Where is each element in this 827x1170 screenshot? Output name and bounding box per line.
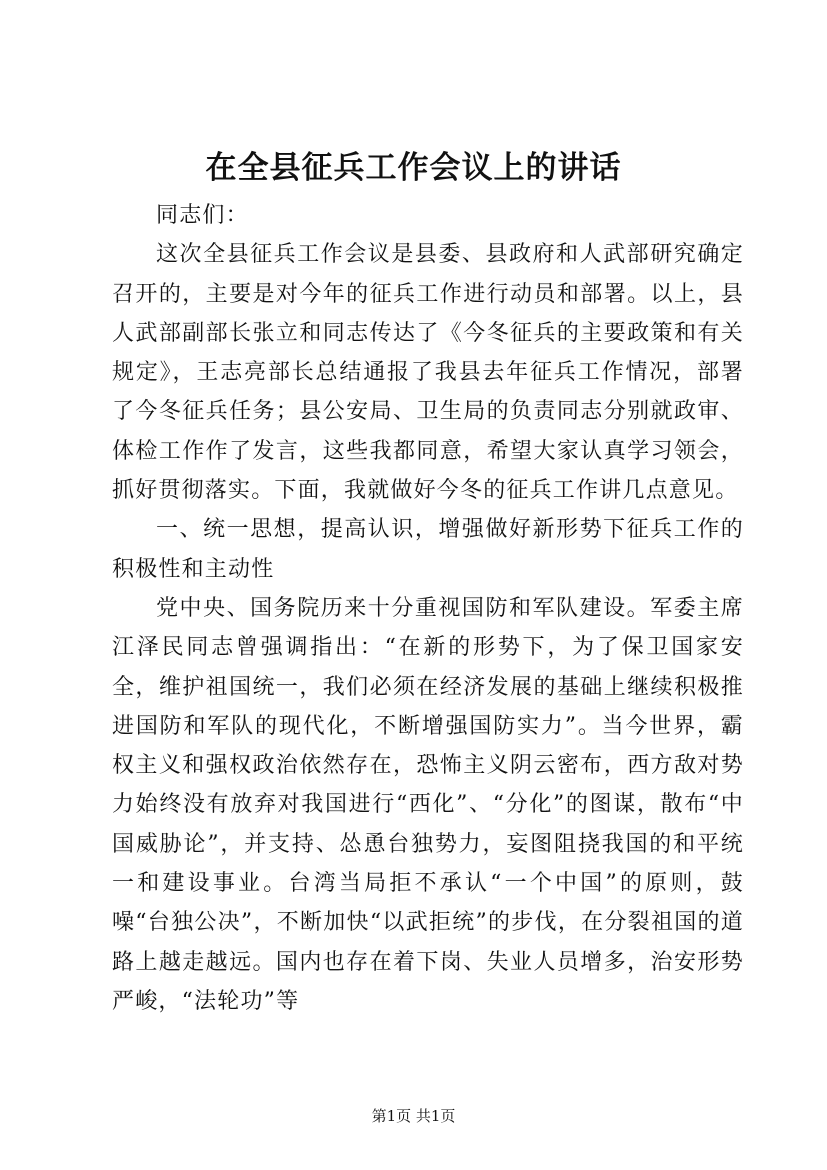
document-title: 在全县征兵工作会议上的讲话	[205, 150, 622, 186]
paragraph-body-1: 党中央、国务院历来十分重视国防和军队建设。军委主席江泽民同志曾强调指出：“在新的形势下，为了保卫国家安全，维护祖国统一，我们必须在经济发展的基础上继续积极推进国防和军队的现代化，不断增强国防实力”。当今世界，霸权主义和强权政治依然存在，恐怖主义阴云密布，西方敌对势力始终没有放弃对我国进行“西化”、“分化”的图谋，散布“中国威胁论”，并支持、怂恿台独势力，妄图阻挠我国的和平统一和建设事业。台湾当局拒不承认“一个中国”的原则，鼓噪“台独公决”，不断加快“以武拒统”的步伐，在分裂祖国的道路上越走越远。国内也存在着下岗、失业人员增多，治安形势严峻，“法轮功”等	[112, 595, 744, 1014]
document-body	[112, 196, 744, 1021]
salutation: 同志们：	[156, 203, 249, 228]
section-heading-1: 一、统一思想，提高认识，增强做好新形势下征兵工作的积极性和主动性	[112, 517, 744, 582]
paragraph-intro: 这次全县征兵工作会议是县委、县政府和人武部研究确定召开的，主要是对今年的征兵工作进行动员和部署。以上，县人武部副部长张立和同志传达了《今冬征兵的主要政策和有关规定》，王志亮部长总结通报了我县去年征兵工作情况，部署了今冬征兵任务；县公安局、卫生局的负责同志分别就政审、体检工作作了发言，这些我都同意，希望大家认真学习领会，抓好贯彻落实。下面，我就做好今冬的征兵工作讲几点意见。	[112, 242, 744, 504]
page-footer: 第1页 共1页	[371, 1107, 456, 1125]
